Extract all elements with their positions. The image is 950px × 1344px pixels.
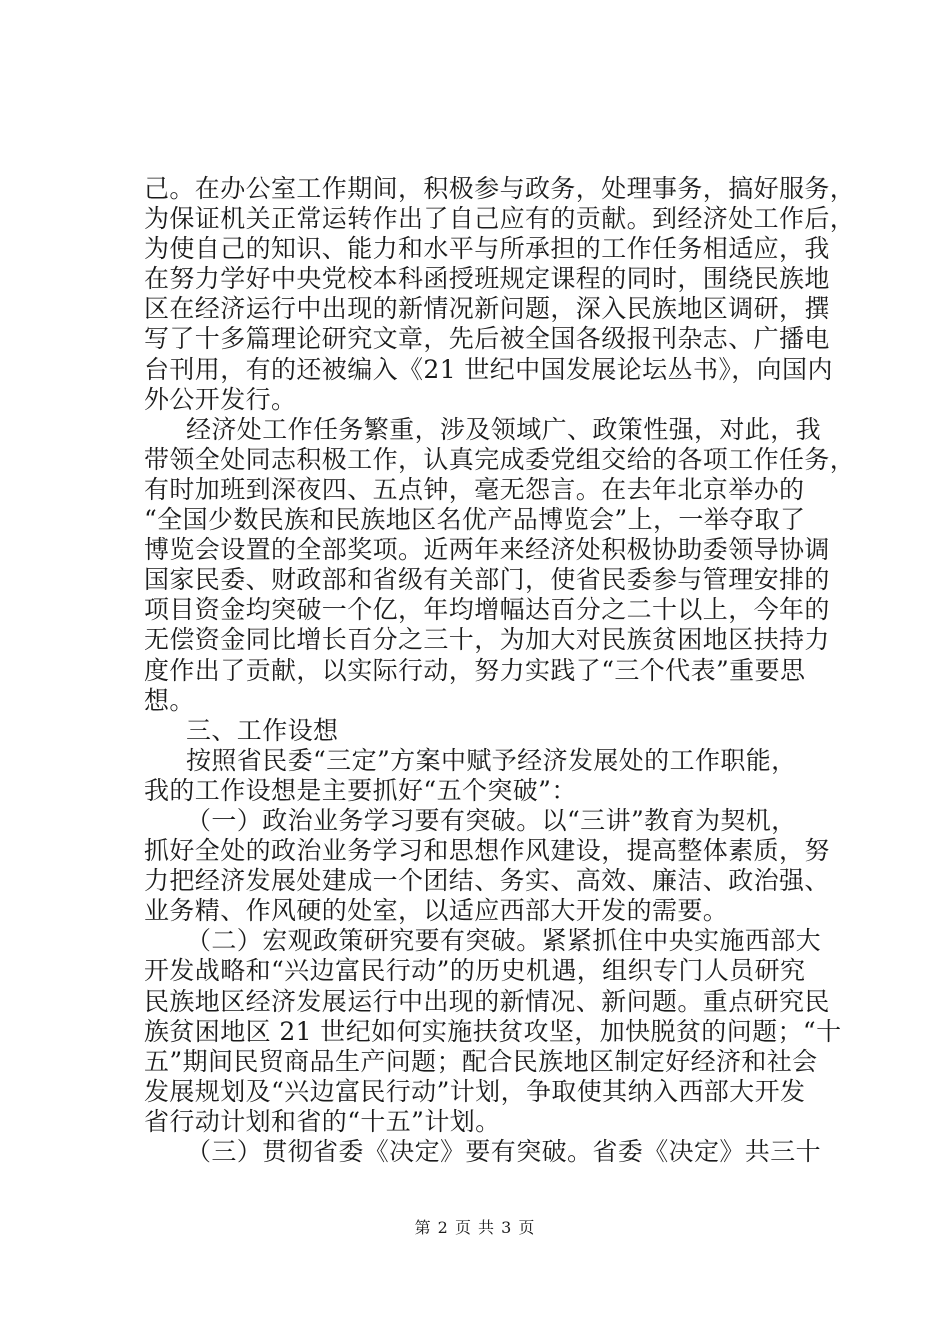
text-line: 开发战略和“兴边富民行动”的历史机遇，组织专门人员研究 bbox=[144, 956, 806, 986]
text-line: 经济处工作任务繁重，涉及领域广、政策性强，对此，我 bbox=[186, 414, 822, 444]
text-line: 区在经济运行中出现的新情况新问题，深入民族地区调研，撰 bbox=[144, 294, 830, 324]
text-line: （二）宏观政策研究要有突破。紧紧抓住中央实施西部大 bbox=[186, 926, 822, 956]
text-line: 台刊用，有的还被编入《21 世纪中国发展论坛丛书》，向国内 bbox=[144, 354, 833, 384]
text-line: 国家民委、财政部和省级有关部门，使省民委参与管理安排的 bbox=[144, 565, 830, 595]
text-line: 写了十多篇理论研究文章，先后被全国各级报刊杂志、广播电 bbox=[144, 324, 830, 354]
text-line: 度作出了贡献，以实际行动，努力实践了“三个代表”重要思 bbox=[144, 655, 806, 685]
text-line: （三）贯彻省委《决定》要有突破。省委《决定》共三十 bbox=[186, 1137, 822, 1166]
page-footer: 第 2 页 共 3 页 bbox=[414, 1218, 536, 1237]
text-line: 我的工作设想是主要抓好“五个突破”： bbox=[144, 775, 577, 805]
text-line: 想。 bbox=[144, 685, 195, 715]
text-line: 无偿资金同比增长百分之三十，为加大对民族贫困地区扶持力 bbox=[144, 625, 830, 655]
text-line: 项目资金均突破一个亿，年均增幅达百分之二十以上，今年的 bbox=[144, 595, 830, 625]
text-line: 发展规划及“兴边富民行动”计划，争取使其纳入西部大开发 bbox=[144, 1076, 806, 1106]
text-line: 在努力学好中央党校本科函授班规定课程的同时，围绕民族地 bbox=[144, 264, 830, 294]
text-line: 有时加班到深夜四、五点钟，毫无怨言。在去年北京举办的 bbox=[144, 474, 805, 504]
text-line: 带领全处同志积极工作，认真完成委党组交给的各项工作任务， bbox=[144, 444, 856, 474]
text-line: 业务精、作风硬的处室，以适应西部大开发的需要。 bbox=[144, 896, 729, 926]
document-body bbox=[144, 174, 856, 1167]
text-line: 族贫困地区 21 世纪如何实施扶贫攻坚，加快脱贫的问题；“十 bbox=[144, 1016, 842, 1046]
text-line: 己。在办公室工作期间，积极参与政务，处理事务，搞好服务， bbox=[144, 174, 856, 203]
text-line: 力把经济发展处建成一个团结、务实、高效、廉洁、政治强、 bbox=[144, 866, 830, 896]
text-line: 省行动计划和省的“十五”计划。 bbox=[144, 1106, 501, 1136]
text-line: 民族地区经济发展运行中出现的新情况、新问题。重点研究民 bbox=[144, 986, 830, 1016]
text-line: 外公开发行。 bbox=[144, 384, 297, 414]
text-line: “全国少数民族和民族地区名优产品博览会”上，一举夺取了 bbox=[144, 505, 806, 535]
text-line: 博览会设置的全部奖项。近两年来经济处积极协助委领导协调 bbox=[144, 535, 830, 565]
text-line: （一）政治业务学习要有突破。以“三讲”教育为契机， bbox=[186, 805, 797, 835]
text-line: 为保证机关正常运转作出了自己应有的贡献。到经济处工作后， bbox=[144, 204, 856, 234]
text-line: 为使自己的知识、能力和水平与所承担的工作任务相适应，我 bbox=[144, 234, 830, 264]
text-line: 按照省民委“三定”方案中赋予经济发展处的工作职能， bbox=[186, 745, 797, 775]
text-line: 抓好全处的政治业务学习和思想作风建设，提高整体素质，努 bbox=[144, 836, 830, 866]
text-line: 五”期间民贸商品生产问题；配合民族地区制定好经济和社会 bbox=[144, 1046, 818, 1076]
text-line: 三、工作设想 bbox=[186, 715, 339, 745]
